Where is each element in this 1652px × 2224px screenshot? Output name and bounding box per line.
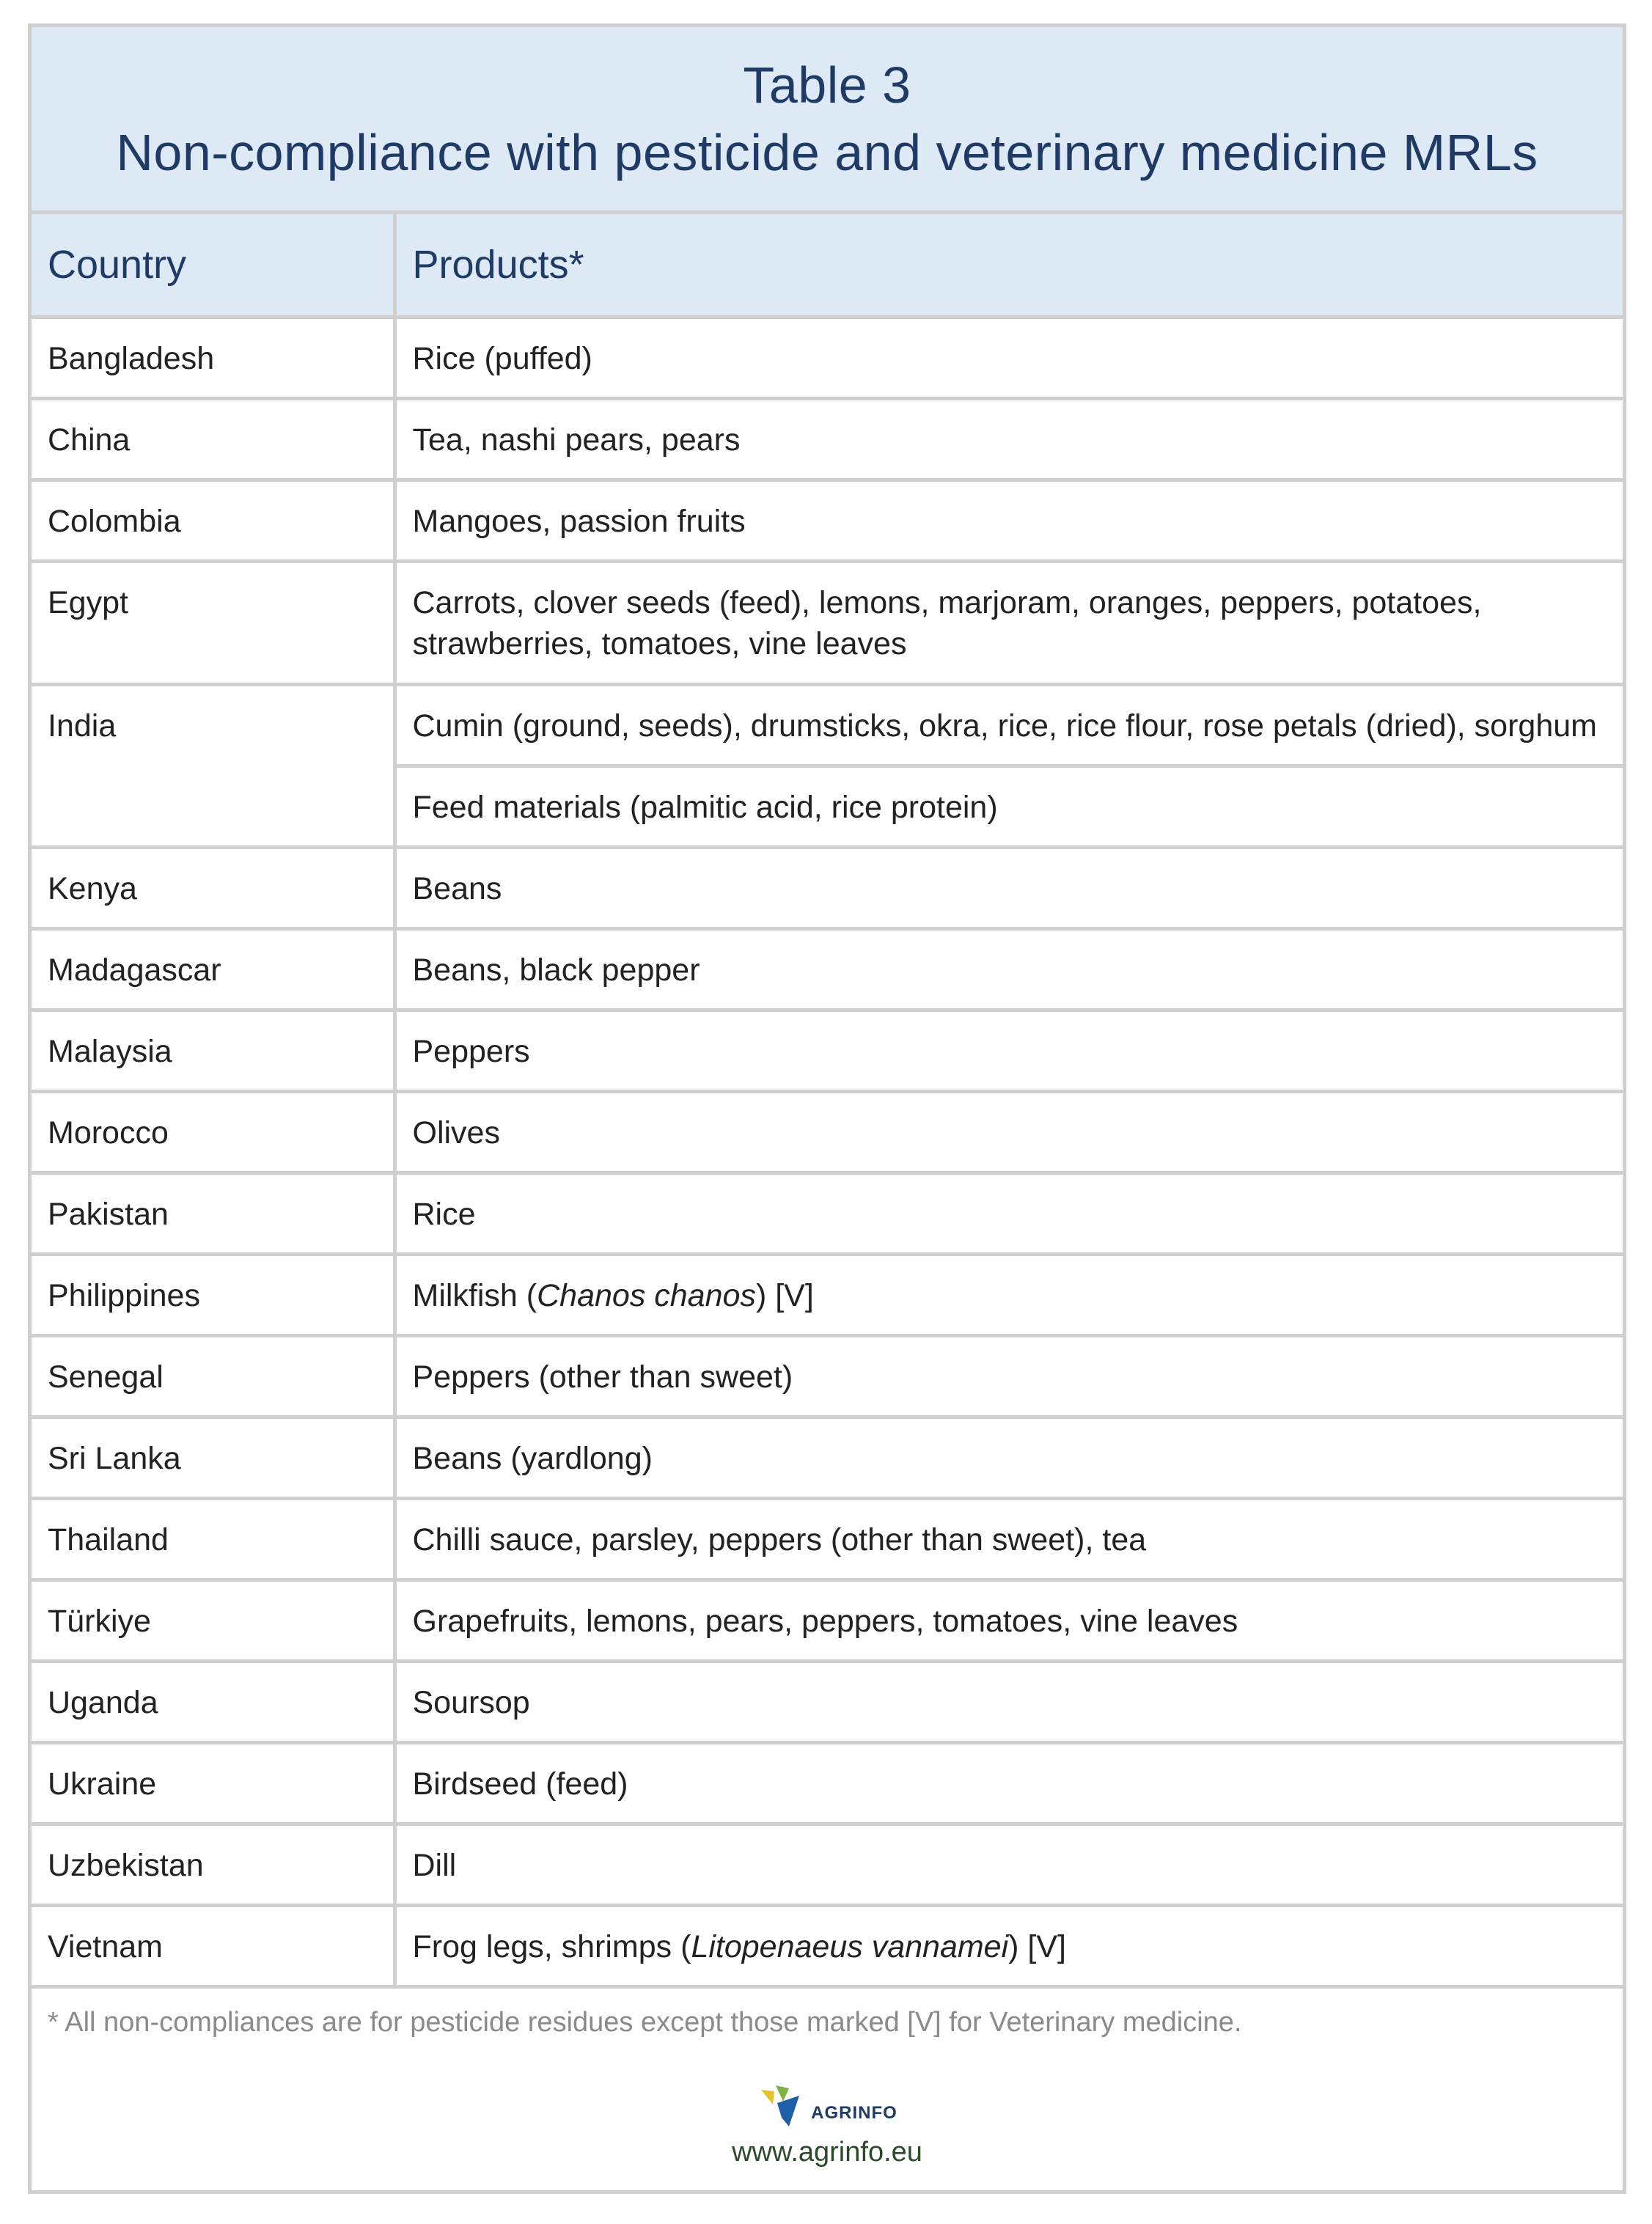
products-cell: Olives <box>394 1091 1623 1172</box>
country-cell: Morocco <box>32 1091 394 1172</box>
country-cell: Madagascar <box>32 928 394 1010</box>
country-cell: Colombia <box>32 480 394 561</box>
country-cell: Malaysia <box>32 1010 394 1091</box>
table-row <box>32 928 1623 1010</box>
table-row <box>32 1172 1623 1254</box>
products-cell: Mangoes, passion fruits <box>394 480 1623 561</box>
country-cell: India <box>32 684 394 847</box>
products-cell: Rice (puffed) <box>394 317 1623 398</box>
table-row <box>32 1254 1623 1335</box>
country-cell: Senegal <box>32 1335 394 1417</box>
products-cell: Peppers <box>394 1010 1623 1091</box>
country-cell: Thailand <box>32 1498 394 1579</box>
products-cell: Rice <box>394 1172 1623 1254</box>
agrinfo-logo-text: AGRINFO <box>811 2103 897 2123</box>
products-cell: Feed materials (palmitic acid, rice protein) <box>394 766 1623 847</box>
products-cell: Soursop <box>394 1661 1623 1742</box>
products-cell: Grapefruits, lemons, pears, peppers, tomatoes, vine leaves <box>394 1579 1623 1661</box>
products-cell: Beans, black pepper <box>394 928 1623 1010</box>
country-cell: Uzbekistan <box>32 1824 394 1905</box>
country-cell: Vietnam <box>32 1905 394 1986</box>
table-row <box>32 1824 1623 1905</box>
table-title-box <box>32 27 1623 214</box>
table-row <box>32 1091 1623 1172</box>
table-title: Non-compliance with pesticide and veterinary medicine MRLs <box>116 124 1538 181</box>
table-row <box>32 480 1623 561</box>
products-text: Frog legs, shrimps ( <box>412 1928 691 1964</box>
species-name: Litopenaeus vannamei <box>691 1928 1009 1964</box>
products-cell: Chilli sauce, parsley, peppers (other than sweet), tea <box>394 1498 1623 1579</box>
products-cell <box>394 1254 1623 1335</box>
country-cell: Türkiye <box>32 1579 394 1661</box>
table-row <box>32 398 1623 480</box>
table-row <box>32 1905 1623 1986</box>
header-products: Products* <box>394 214 1623 317</box>
country-cell: Egypt <box>32 561 394 684</box>
country-cell: Kenya <box>32 847 394 928</box>
country-cell: Bangladesh <box>32 317 394 398</box>
agrinfo-logo-block <box>32 2084 1623 2168</box>
header-row <box>32 214 1623 317</box>
footnote: * All non-compliances are for pesticide residues except those marked [V] for Veterinary medicine. <box>48 2006 1242 2038</box>
products-cell: Carrots, clover seeds (feed), lemons, marjoram, oranges, peppers, potatoes, strawberries, tomatoes, vine leaves <box>394 561 1623 684</box>
country-cell: Ukraine <box>32 1742 394 1824</box>
mrl-table <box>32 214 1623 1989</box>
country-cell: Philippines <box>32 1254 394 1335</box>
table-row <box>32 1498 1623 1579</box>
products-text: Milkfish ( <box>412 1277 537 1313</box>
country-cell: China <box>32 398 394 480</box>
table-row <box>32 317 1623 398</box>
table-row <box>32 1579 1623 1661</box>
products-text: ) [V] <box>1008 1928 1066 1964</box>
header-country: Country <box>32 214 394 317</box>
country-cell: Uganda <box>32 1661 394 1742</box>
products-cell <box>394 1905 1623 1986</box>
table-row <box>32 684 1623 766</box>
products-cell: Tea, nashi pears, pears <box>394 398 1623 480</box>
species-name: Chanos chanos <box>537 1277 756 1313</box>
table-row <box>32 561 1623 684</box>
table-row <box>32 1010 1623 1091</box>
products-cell: Peppers (other than sweet) <box>394 1335 1623 1417</box>
products-cell: Dill <box>394 1824 1623 1905</box>
table-frame <box>28 23 1626 2194</box>
table-row <box>32 1661 1623 1742</box>
products-cell: Beans <box>394 847 1623 928</box>
agrinfo-leaf-icon <box>757 2084 808 2129</box>
table-row <box>32 1335 1623 1417</box>
website-url: www.agrinfo.eu <box>732 2137 922 2168</box>
products-text: ) [V] <box>755 1277 814 1313</box>
country-cell: Pakistan <box>32 1172 394 1254</box>
products-cell: Birdseed (feed) <box>394 1742 1623 1824</box>
products-cell: Beans (yardlong) <box>394 1417 1623 1498</box>
table-number: Table 3 <box>743 56 911 114</box>
country-cell: Sri Lanka <box>32 1417 394 1498</box>
table-row <box>32 1742 1623 1824</box>
table-row <box>32 1417 1623 1498</box>
products-cell: Cumin (ground, seeds), drumsticks, okra, rice, rice flour, rose petals (dried), sorghum <box>394 684 1623 766</box>
agrinfo-logo <box>757 2084 897 2129</box>
table-row <box>32 847 1623 928</box>
